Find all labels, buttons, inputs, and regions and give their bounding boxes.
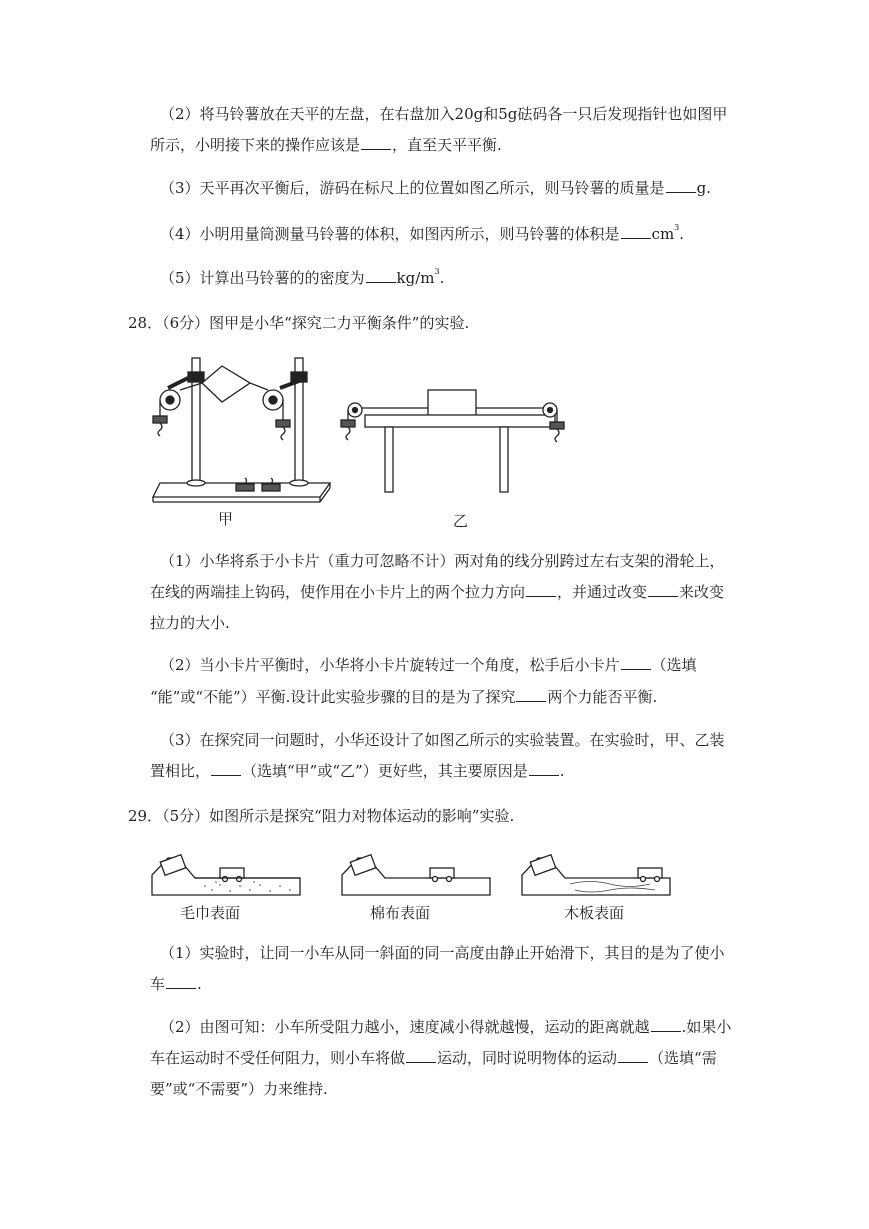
q27-part5: （5）计算出马铃薯的的密度为 $kg/m^3$. <box>160 267 445 287</box>
q29-part2-line3: 要”或“不需要”）力来维持. <box>150 1080 328 1098</box>
answer-blank[interactable] <box>211 761 241 776</box>
q28-part1-line2: 在线的两端挂上钩码，使作用在小卡片上的两个拉力方向 ，并通过改变 来改变 <box>150 583 725 601</box>
answer-blank[interactable] <box>516 687 546 702</box>
answer-blank[interactable] <box>529 761 559 776</box>
answer-blank[interactable] <box>366 268 396 283</box>
answer-blank[interactable] <box>526 582 556 597</box>
q28-part1-line1: （1）小华将系于小卡片（重力可忽略不计）两对角的线分别跨过左右支架的滑轮上， <box>160 552 725 570</box>
q28-part3-line2: 置相比， （选填“甲”或“乙”）更好些，其主要原因是 . <box>150 762 565 780</box>
q29-part1-line1: （1）实验时，让同一小车从同一斜面的同一高度由静止开始滑下，其目的是为了使小 <box>160 944 725 962</box>
q29-part2-line1: （2）由图可知：小车所受阻力越小，速度减小得就越慢，运动的距离就越 .如果小 <box>160 1018 732 1036</box>
caption-cotton-surface: 棉布表面 <box>370 904 431 922</box>
q29-heading: 29．（5分）如图所示是探究“阻力对物体运动的影响”实验. <box>128 807 515 825</box>
q28-part3-line1: （3）在探究同一问题时，小华还设计了如图乙所示的实验装置。在实验时，甲、乙装 <box>160 731 725 749</box>
q27-part2-line2: 所示，小明接下来的操作应该是 ，直至天平平衡. <box>150 136 502 154</box>
answer-blank[interactable] <box>621 655 651 670</box>
q28-part1-line3: 拉力的大小. <box>150 614 230 632</box>
answer-blank[interactable] <box>621 224 651 239</box>
answer-blank[interactable] <box>166 974 196 989</box>
answer-blank[interactable] <box>618 1048 648 1063</box>
answer-blank[interactable] <box>361 135 391 150</box>
caption-towel-surface: 毛巾表面 <box>180 904 241 922</box>
q29-part2-line2: 车在运动时不受任何阻力，则小车将做 运动，同时说明物体的运动 （选填“需 <box>150 1049 717 1067</box>
caption-wood-surface: 木板表面 <box>564 904 625 922</box>
answer-blank[interactable] <box>666 178 696 193</box>
q27-part2-line1: （2）将马铃薯放在天平的左盘，在右盘加入20g和5g砝码各一只后发现指针也如图甲 <box>160 105 728 123</box>
answer-blank[interactable] <box>651 1017 681 1032</box>
q27-part4: （4）小明用量筒测量马铃薯的体积，如图丙所示，则马铃薯的体积是 $cm^3$. <box>160 223 685 243</box>
q28-part2-line2: “能”或“不能”）平衡.设计此实验步骤的目的是为了探究 两个力能否平衡. <box>150 688 658 706</box>
answer-blank[interactable] <box>406 1048 436 1063</box>
figure-label-jia: 甲 <box>218 510 234 528</box>
q29-figure <box>150 850 690 902</box>
figure-label-yi: 乙 <box>453 512 469 530</box>
q28-heading: 28．（6分）图甲是小华“探究二力平衡条件”的实验. <box>128 314 470 332</box>
q29-part1-line2: 车 . <box>150 975 202 993</box>
q28-part2-line1: （2）当小卡片平衡时，小华将小卡片旋转过一个角度，松手后小卡片 （选填 <box>160 656 697 674</box>
answer-blank[interactable] <box>648 582 678 597</box>
q27-part3: （3）天平再次平衡后，游码在标尺上的位置如图乙所示，则马铃薯的质量是 g. <box>160 179 711 197</box>
